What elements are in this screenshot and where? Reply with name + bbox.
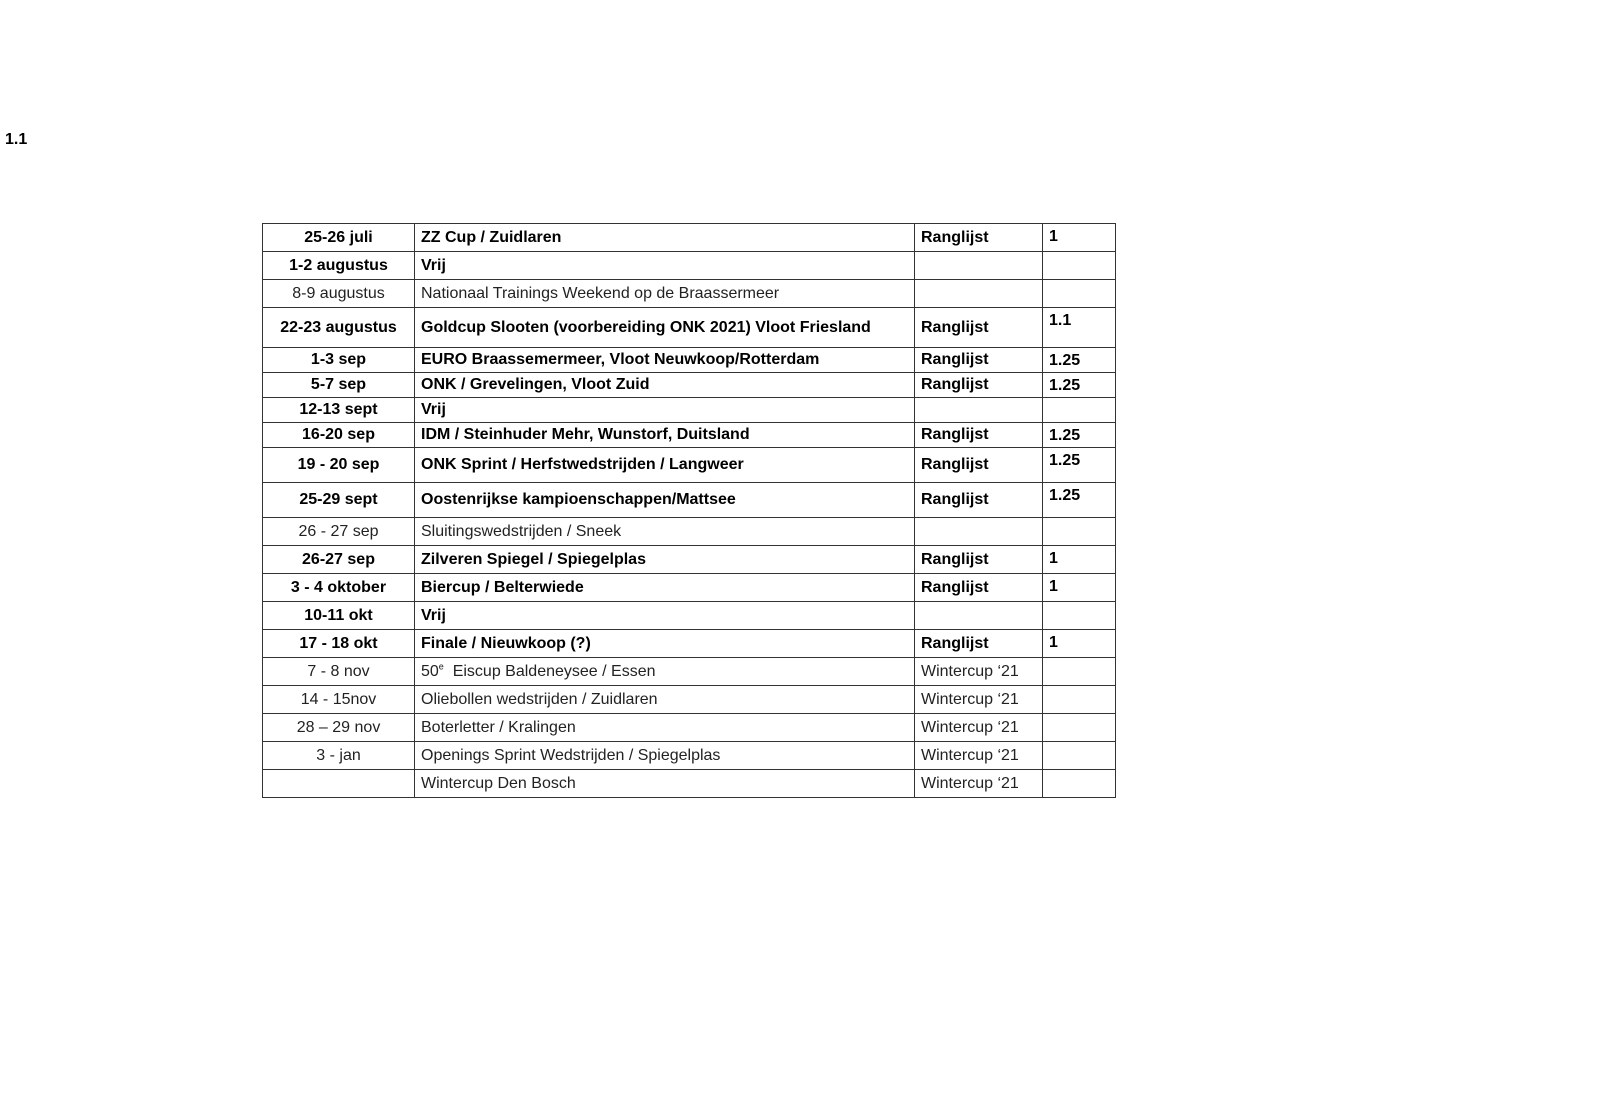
table-row xyxy=(263,348,1116,373)
event-cell xyxy=(415,658,915,686)
category-cell: Ranglijst xyxy=(915,348,1043,373)
coefficient-cell: 1.1 xyxy=(1043,308,1116,348)
table-row xyxy=(263,423,1116,448)
event-cell: Zilveren Spiegel / Spiegelplas xyxy=(415,546,915,574)
table-row xyxy=(263,280,1116,308)
date-cell: 25-26 juli xyxy=(263,224,415,252)
coefficient-cell: 1 xyxy=(1043,224,1116,252)
event-cell: ONK Sprint / Herfstwedstrijden / Langweer xyxy=(415,448,915,483)
section-number: 1.1 xyxy=(5,131,28,148)
category-cell: Wintercup ‘21 xyxy=(915,742,1043,770)
coefficient-cell: 1.25 xyxy=(1043,373,1116,398)
event-cell: ONK / Grevelingen, Vloot Zuid xyxy=(415,373,915,398)
date-cell: 14 - 15nov xyxy=(263,686,415,714)
coefficient-cell xyxy=(1043,602,1116,630)
category-cell xyxy=(915,280,1043,308)
table-row xyxy=(263,602,1116,630)
category-cell: Wintercup ‘21 xyxy=(915,658,1043,686)
coefficient-cell xyxy=(1043,252,1116,280)
table-row xyxy=(263,686,1116,714)
table-row xyxy=(263,546,1116,574)
category-cell: Ranglijst xyxy=(915,224,1043,252)
event-cell: Vrij xyxy=(415,602,915,630)
coefficient-cell: 1.25 xyxy=(1043,483,1116,518)
category-cell: Ranglijst xyxy=(915,483,1043,518)
category-cell: Wintercup ‘21 xyxy=(915,714,1043,742)
event-cell: Vrij xyxy=(415,398,915,423)
event-cell: Openings Sprint Wedstrijden / Spiegelplas xyxy=(415,742,915,770)
table-row xyxy=(263,658,1116,686)
category-cell xyxy=(915,398,1043,423)
category-cell: Ranglijst xyxy=(915,373,1043,398)
event-cell: Boterletter / Kralingen xyxy=(415,714,915,742)
category-cell xyxy=(915,602,1043,630)
coefficient-cell xyxy=(1043,714,1116,742)
date-cell: 17 - 18 okt xyxy=(263,630,415,658)
event-cell: IDM / Steinhuder Mehr, Wunstorf, Duitsland xyxy=(415,423,915,448)
table-row xyxy=(263,373,1116,398)
category-cell: Ranglijst xyxy=(915,423,1043,448)
event-cell: Biercup / Belterwiede xyxy=(415,574,915,602)
event-cell: Vrij xyxy=(415,252,915,280)
table-row xyxy=(263,714,1116,742)
event-cell: Goldcup Slooten (voorbereiding ONK 2021) Vloot Friesland xyxy=(415,308,915,348)
schedule-table xyxy=(262,223,1116,798)
date-cell: 25-29 sept xyxy=(263,483,415,518)
event-cell: Oliebollen wedstrijden / Zuidlaren xyxy=(415,686,915,714)
coefficient-cell: 1 xyxy=(1043,574,1116,602)
coefficient-cell: 1.25 xyxy=(1043,448,1116,483)
category-cell: Ranglijst xyxy=(915,630,1043,658)
date-cell: 1-3 sep xyxy=(263,348,415,373)
date-cell xyxy=(263,770,415,798)
event-cell: Sluitingswedstrijden / Sneek xyxy=(415,518,915,546)
date-cell: 26 - 27 sep xyxy=(263,518,415,546)
date-cell: 3 - 4 oktober xyxy=(263,574,415,602)
table-row xyxy=(263,770,1116,798)
event-cell: Finale / Nieuwkoop (?) xyxy=(415,630,915,658)
table-row xyxy=(263,742,1116,770)
date-cell: 12-13 sept xyxy=(263,398,415,423)
coefficient-cell: 1 xyxy=(1043,546,1116,574)
table-row xyxy=(263,398,1116,423)
event-cell: ZZ Cup / Zuidlaren xyxy=(415,224,915,252)
coefficient-cell xyxy=(1043,742,1116,770)
date-cell: 5-7 sep xyxy=(263,373,415,398)
date-cell: 22-23 augustus xyxy=(263,308,415,348)
coefficient-cell xyxy=(1043,686,1116,714)
category-cell xyxy=(915,252,1043,280)
table-row xyxy=(263,483,1116,518)
category-cell xyxy=(915,518,1043,546)
ordinal-suffix: e xyxy=(438,661,444,672)
table-row xyxy=(263,448,1116,483)
date-cell: 10-11 okt xyxy=(263,602,415,630)
category-cell: Ranglijst xyxy=(915,574,1043,602)
date-cell: 28 – 29 nov xyxy=(263,714,415,742)
coefficient-cell xyxy=(1043,280,1116,308)
category-cell: Wintercup ‘21 xyxy=(915,770,1043,798)
coefficient-cell xyxy=(1043,658,1116,686)
table-row xyxy=(263,630,1116,658)
date-cell: 7 - 8 nov xyxy=(263,658,415,686)
coefficient-cell xyxy=(1043,518,1116,546)
event-name: Eiscup Baldeneysee / Essen xyxy=(443,662,656,680)
coefficient-cell: 1.25 xyxy=(1043,348,1116,373)
date-cell: 1-2 augustus xyxy=(263,252,415,280)
event-number: 50 xyxy=(421,662,439,680)
date-cell: 8-9 augustus xyxy=(263,280,415,308)
coefficient-cell: 1 xyxy=(1043,630,1116,658)
date-cell: 3 - jan xyxy=(263,742,415,770)
coefficient-cell xyxy=(1043,398,1116,423)
table-row xyxy=(263,518,1116,546)
coefficient-cell xyxy=(1043,770,1116,798)
table-row xyxy=(263,308,1116,348)
table-row xyxy=(263,224,1116,252)
date-cell: 19 - 20 sep xyxy=(263,448,415,483)
event-cell: Wintercup Den Bosch xyxy=(415,770,915,798)
table-row xyxy=(263,574,1116,602)
event-cell: Nationaal Trainings Weekend op de Braassermeer xyxy=(415,280,915,308)
category-cell: Ranglijst xyxy=(915,308,1043,348)
category-cell: Wintercup ‘21 xyxy=(915,686,1043,714)
date-cell: 26-27 sep xyxy=(263,546,415,574)
event-cell: Oostenrijkse kampioenschappen/Mattsee xyxy=(415,483,915,518)
category-cell: Ranglijst xyxy=(915,546,1043,574)
table-row xyxy=(263,252,1116,280)
date-cell: 16-20 sep xyxy=(263,423,415,448)
event-cell: EURO Braassemermeer, Vloot Neuwkoop/Rotterdam xyxy=(415,348,915,373)
coefficient-cell: 1.25 xyxy=(1043,423,1116,448)
category-cell: Ranglijst xyxy=(915,448,1043,483)
